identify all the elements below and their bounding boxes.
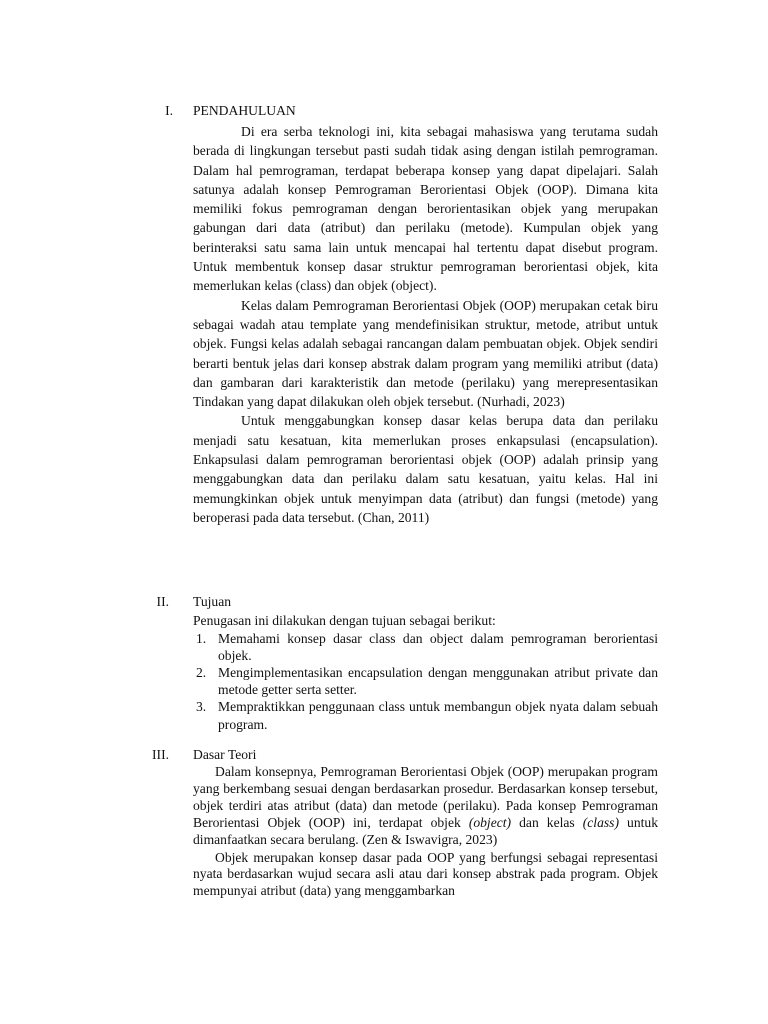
list-number: 1.	[196, 630, 207, 646]
section-body	[193, 122, 658, 527]
italic-term: (class)	[582, 814, 619, 830]
section-heading: Dasar Teori	[193, 747, 257, 762]
list-item-text: Memahami konsep dasar class dan object dalam pemrograman berorientasi objek.	[218, 630, 658, 663]
italic-term: (object)	[468, 814, 512, 830]
list-number: 3.	[196, 699, 207, 715]
list-item	[193, 630, 658, 664]
section-body	[193, 764, 658, 900]
intro-text: Penugasan ini dilakukan dengan tujuan sebagai berikut:	[193, 613, 496, 628]
section-numeral: III.	[152, 747, 169, 762]
section-heading: Tujuan	[193, 594, 232, 609]
goals-list	[193, 630, 658, 733]
list-item-text: Mempraktikkan penggunaan class untuk membangun objek nyata dalam sebuah program.	[218, 699, 658, 732]
section-body	[193, 612, 658, 733]
paragraph: Untuk menggabungkan konsep dasar kelas berupa data dan perilaku menjadi satu kesatuan, kita memerlukan proses enkapsulasi (encapsulation). Enkapsulasi dalam pemrograman berorientasi objek (OOP) adalah prinsip yang menggabungkan data dan perilaku dalam satu kesatuan, yaitu kelas. Hal ini memungkinkan objek untuk menyimpan data (atribut) dan fungsi (metode) yang beroperasi pada data tersebut. (Chan, 2011)	[193, 413, 658, 525]
list-item	[193, 698, 658, 732]
text-run: Dalam konsepnya, Pemrograman Berorientasi Objek (OOP) merupakan program yang berkembang sesuai dengan berdasarkan prosedur. Berdasarkan konsep tersebut, objek terdiri atas atribut (data) dan metode (perilaku). Pada konsep Pemrograman Berorientasi Objek (OOP) ini, terdapat objek	[193, 764, 658, 830]
text-run: untuk dimanfaatkan secara berulang. (Zen & Iswavigra, 2023)	[193, 814, 658, 847]
section-numeral: I.	[165, 103, 173, 118]
list-number: 2.	[196, 664, 207, 680]
section-numeral: II.	[156, 594, 169, 609]
list-item	[193, 664, 658, 698]
text-run: dan kelas	[511, 814, 583, 830]
section-heading: PENDAHULUAN	[193, 103, 296, 118]
paragraph	[193, 764, 658, 849]
paragraph: Kelas dalam Pemrograman Berorientasi Objek (OOP) merupakan cetak biru sebagai wadah atau template yang mendefinisikan struktur, metode, atribut untuk objek. Fungsi kelas adalah sebagai rancangan dalam pembuatan objek. Objek sendiri berarti bentuk jelas dari konsep abstrak dalam program yang memiliki atribut (data) dan gambaran dari karakteristik dan metode (perilaku) yang merepresentasikan Tindakan yang dapat dilakukan oleh objek tersebut. (Nurhadi, 2023)	[193, 297, 658, 410]
paragraph: Objek merupakan konsep dasar pada OOP yang berfungsi sebagai representasi nyata berdasarkan wujud secara asli atau dari konsep abstrak pada program. Objek mempunyai atribut (data) yang menggambarkan	[193, 849, 658, 899]
list-item-text: Mengimplementasikan encapsulation dengan menggunakan atribut private dan metode getter serta setter.	[218, 664, 658, 698]
paragraph: Di era serba teknologi ini, kita sebagai mahasiswa yang terutama sudah berada di lingkungan tersebut pasti sudah tidak asing dengan istilah pemrograman. Dalam hal pemrograman, terdapat beberapa konsep yang dapat dipelajari. Salah satunya adalah konsep Pemrograman Berorientasi Objek (OOP). Dimana kita memiliki fokus pemrograman dengan berorientasikan objek yang merupakan gabungan dari data (atribut) dan perilaku (metode). Kumpulan objek yang berinteraksi satu sama lain untuk mencapai hal tertentu dapat disebut program. Untuk membentuk konsep dasar struktur pemrograman berorientasi objek, kita memerlukan kelas (class) dan objek (object).	[193, 124, 658, 294]
